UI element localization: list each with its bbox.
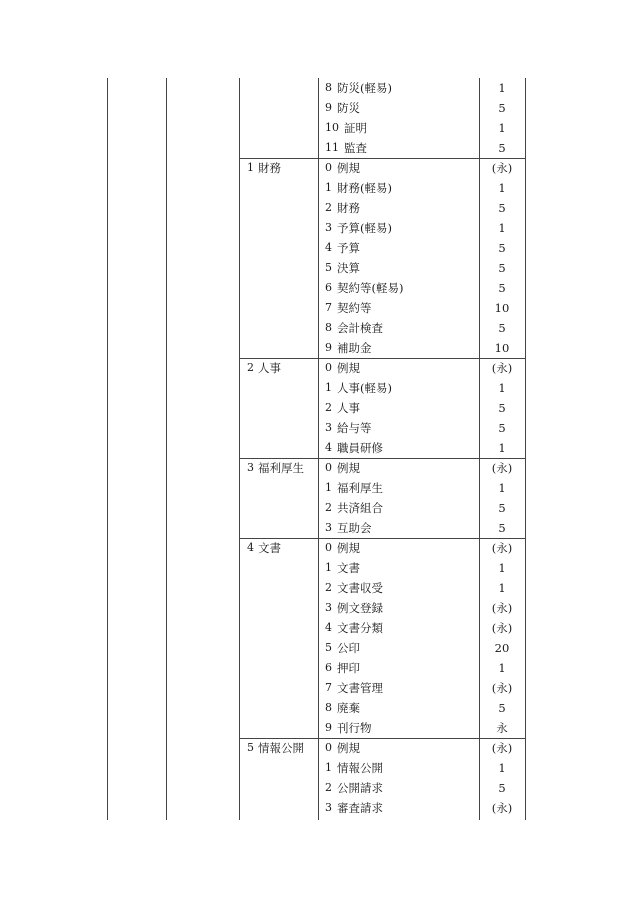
- retention-years: 20: [494, 641, 510, 655]
- column-divider: [318, 78, 319, 820]
- item-number: 0: [325, 361, 332, 374]
- item-name: 審査請求: [337, 801, 383, 815]
- item-name: 防災(軽易): [337, 81, 392, 95]
- item-name: 廃棄: [337, 701, 360, 715]
- retention-years: 1: [498, 661, 506, 675]
- item-number: 1: [325, 381, 332, 394]
- retention-years: 5: [498, 281, 506, 295]
- retention-years: 1: [498, 561, 506, 575]
- item-name: 文書管理: [337, 681, 383, 695]
- item-name: 例規: [337, 741, 360, 755]
- item-number: 9: [325, 101, 332, 114]
- retention-years: (永): [491, 621, 513, 635]
- retention-years: (永): [491, 681, 513, 695]
- retention-years: 永: [496, 721, 508, 735]
- item-number: 9: [325, 341, 332, 354]
- retention-years: (永): [491, 801, 513, 815]
- item-name: 財務: [337, 201, 360, 215]
- item-name: 人事: [337, 401, 360, 415]
- item-number: 0: [325, 461, 332, 474]
- retention-years: 5: [498, 201, 506, 215]
- group-label: 人事: [258, 361, 281, 375]
- item-name: 公印: [337, 641, 360, 655]
- column-divider: [107, 78, 108, 820]
- item-name: 決算: [337, 261, 360, 275]
- item-number: 3: [325, 801, 332, 814]
- group-number: 5: [247, 741, 254, 754]
- item-number: 3: [325, 521, 332, 534]
- item-number: 4: [325, 621, 332, 634]
- item-name: 契約等: [337, 301, 372, 315]
- retention-years: 1: [498, 581, 506, 595]
- retention-years: 1: [498, 481, 506, 495]
- item-name: 財務(軽易): [337, 181, 392, 195]
- item-number: 3: [325, 421, 332, 434]
- item-number: 8: [325, 81, 332, 94]
- item-name: 予算(軽易): [337, 221, 392, 235]
- retention-years: 5: [498, 261, 506, 275]
- group-label: 福利厚生: [258, 461, 304, 475]
- item-number: 2: [325, 501, 332, 514]
- item-number: 3: [325, 221, 332, 234]
- retention-years: (永): [491, 161, 513, 175]
- retention-years: 1: [498, 221, 506, 235]
- item-name: 補助金: [337, 341, 372, 355]
- retention-years: 1: [498, 381, 506, 395]
- item-number: 7: [325, 681, 332, 694]
- item-name: 証明: [344, 121, 367, 135]
- item-number: 1: [325, 481, 332, 494]
- item-name: 給与等: [337, 421, 372, 435]
- item-number: 2: [325, 201, 332, 214]
- item-name: 文書分類: [337, 621, 383, 635]
- item-number: 6: [325, 281, 332, 294]
- column-divider: [239, 78, 240, 820]
- retention-years: 1: [498, 181, 506, 195]
- item-name: 契約等(軽易): [337, 281, 404, 295]
- item-number: 1: [325, 561, 332, 574]
- retention-years: 5: [498, 141, 506, 155]
- group-number: 2: [247, 361, 254, 374]
- item-number: 9: [325, 721, 332, 734]
- item-number: 10: [325, 121, 339, 134]
- item-number: 1: [325, 181, 332, 194]
- item-name: 例規: [337, 161, 360, 175]
- column-divider: [525, 78, 526, 820]
- item-number: 2: [325, 781, 332, 794]
- item-number: 4: [325, 241, 332, 254]
- item-name: 職員研修: [337, 441, 383, 455]
- item-name: 監査: [344, 141, 367, 155]
- retention-years: 5: [498, 401, 506, 415]
- retention-years: 10: [494, 341, 510, 355]
- group-number: 4: [247, 541, 254, 554]
- retention-years: (永): [491, 601, 513, 615]
- retention-years: 5: [498, 701, 506, 715]
- item-name: 予算: [337, 241, 360, 255]
- retention-years: 1: [498, 121, 506, 135]
- item-number: 0: [325, 541, 332, 554]
- item-number: 8: [325, 321, 332, 334]
- item-number: 8: [325, 701, 332, 714]
- item-name: 例規: [337, 361, 360, 375]
- item-name: 人事(軽易): [337, 381, 392, 395]
- item-number: 0: [325, 161, 332, 174]
- retention-years: (永): [491, 361, 513, 375]
- item-name: 公開請求: [337, 781, 383, 795]
- retention-years: 5: [498, 521, 506, 535]
- item-name: 防災: [337, 101, 360, 115]
- group-number: 1: [247, 161, 254, 174]
- item-name: 文書: [337, 561, 360, 575]
- group-label: 情報公開: [258, 741, 304, 755]
- retention-years: 5: [498, 241, 506, 255]
- retention-years: 5: [498, 781, 506, 795]
- retention-years: 10: [494, 301, 510, 315]
- item-number: 4: [325, 441, 332, 454]
- retention-years: (永): [491, 461, 513, 475]
- item-name: 会計検査: [337, 321, 383, 335]
- item-name: 文書収受: [337, 581, 383, 595]
- group-label: 文書: [258, 541, 281, 555]
- retention-years: 5: [498, 501, 506, 515]
- retention-years: 5: [498, 101, 506, 115]
- retention-years: 5: [498, 321, 506, 335]
- retention-years: 1: [498, 81, 506, 95]
- column-divider: [166, 78, 167, 820]
- retention-years: 1: [498, 441, 506, 455]
- item-number: 11: [325, 141, 339, 154]
- item-name: 例文登録: [337, 601, 383, 615]
- item-name: 共済組合: [337, 501, 383, 515]
- item-name: 押印: [337, 661, 360, 675]
- item-number: 5: [325, 641, 332, 654]
- item-name: 刊行物: [337, 721, 372, 735]
- item-number: 0: [325, 741, 332, 754]
- item-number: 6: [325, 661, 332, 674]
- item-name: 互助会: [337, 521, 372, 535]
- item-number: 5: [325, 261, 332, 274]
- item-name: 例規: [337, 541, 360, 555]
- item-name: 情報公開: [337, 761, 383, 775]
- item-name: 例規: [337, 461, 360, 475]
- item-number: 1: [325, 761, 332, 774]
- retention-years: (永): [491, 541, 513, 555]
- item-number: 3: [325, 601, 332, 614]
- retention-years: 5: [498, 421, 506, 435]
- group-label: 財務: [258, 161, 281, 175]
- item-number: 2: [325, 401, 332, 414]
- item-number: 7: [325, 301, 332, 314]
- retention-years: 1: [498, 761, 506, 775]
- retention-years: (永): [491, 741, 513, 755]
- item-name: 福利厚生: [337, 481, 383, 495]
- item-number: 2: [325, 581, 332, 594]
- group-number: 3: [247, 461, 254, 474]
